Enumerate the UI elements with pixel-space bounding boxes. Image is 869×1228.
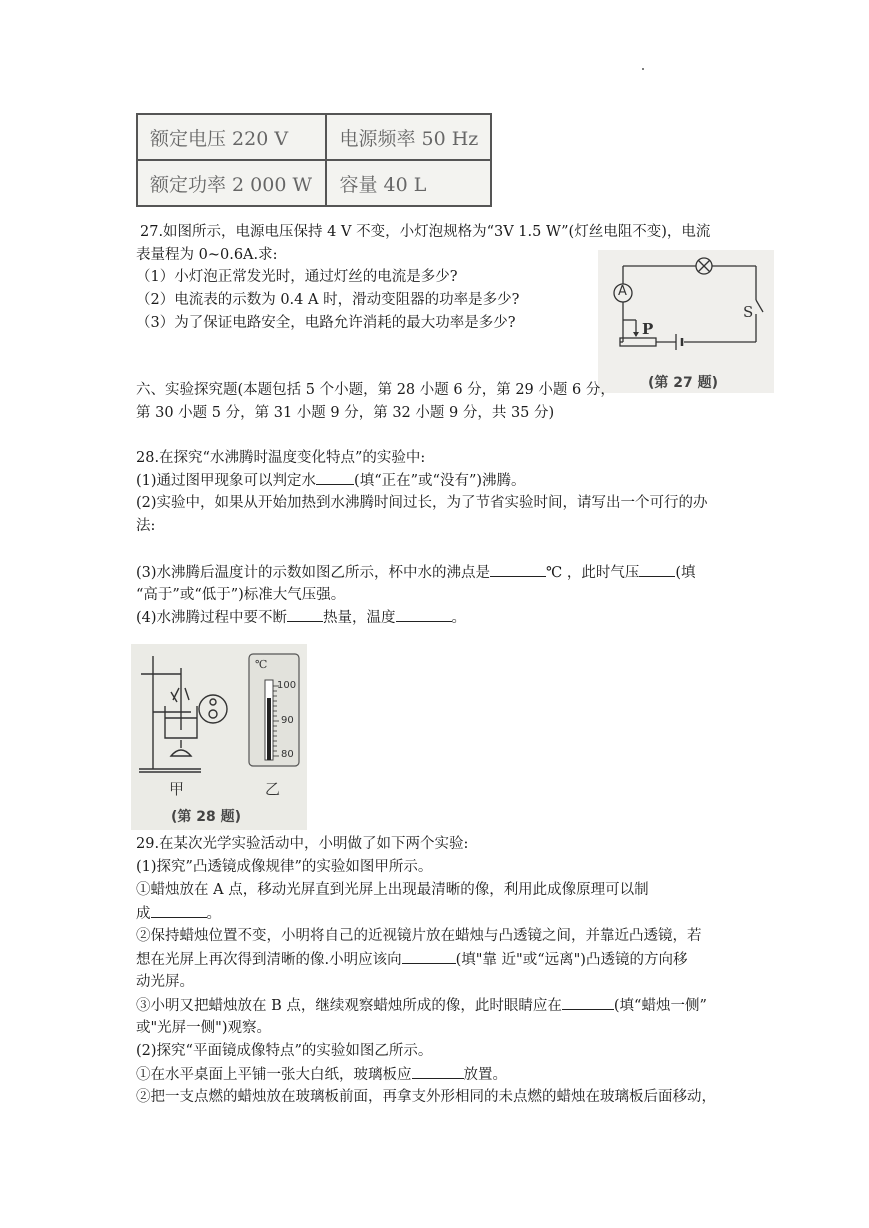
frequency-cell: 电源频率 50 Hz [326, 114, 491, 160]
q28-part3-line1 [136, 562, 696, 583]
q29-part2-1-text-b: 放置。 [463, 1067, 507, 1083]
table-row [137, 160, 491, 206]
q28-part2-line2: 法: [136, 518, 156, 534]
q29-part1-3-text-a: ③小明又把蜡烛放在 B 点，继续观察蜡烛所成的像，此时眼睛应在 [136, 998, 562, 1014]
q29-part1: (1)探究”凸透镜成像规律”的实验如图甲所示。 [136, 859, 433, 875]
q28-part3-text-a: (3)水沸腾后温度计的示数如图乙所示，杯中水的沸点是 [136, 565, 491, 581]
table-row [137, 114, 491, 160]
switch-label: S [743, 303, 754, 321]
answer-blank[interactable] [412, 1064, 464, 1079]
label-yi: 乙 [265, 780, 281, 798]
q27-line1: 27.如图所示，电源电压保持 4 V 不变，小灯泡规格为“3V 1.5 W”(灯丝电阻不变)，电流 [140, 224, 711, 240]
q28-part4 [136, 607, 466, 628]
tick-label-100: 100 [277, 680, 297, 691]
q28-part2-line1: (2)实验中，如果从开始加热到水沸腾时间过长，为了节省实验时间，请写出一个可行的办 [136, 495, 708, 511]
q28-part4-text-b: 热量，温度 [323, 610, 396, 626]
answer-blank[interactable] [151, 903, 207, 918]
slider-label: P [642, 320, 654, 338]
rated-power-cell: 额定功率 2 000 W [137, 160, 326, 206]
q28-part1-text-a: (1)通过图甲现象可以判定水 [136, 473, 317, 489]
q27-sub2: （2）电流表的示数为 0.4 A 时，滑动变阻器的功率是多少? [136, 292, 520, 308]
q28-part4-text-a: (4)水沸腾过程中要不断 [136, 610, 288, 626]
thermometer-unit: ℃ [255, 658, 268, 671]
ammeter-label: A [618, 284, 627, 299]
q29-part1-3-line2: 或"光屏一侧")观察。 [136, 1020, 271, 1036]
q28-part3-text-b: ℃ ，此时气压 [546, 565, 640, 581]
answer-blank[interactable] [402, 949, 456, 964]
q28-part4-text-c: 。 [451, 610, 467, 626]
answer-blank[interactable] [490, 562, 546, 577]
boiling-figure-28 [131, 644, 307, 830]
q29-part1-2-text-b: 想在光屏上再次得到清晰的像.小明应该向 [136, 952, 402, 968]
q29-part1-2-text-c: (填"靠 近"或“远离")凸透镜的方向移 [455, 952, 688, 968]
capacity-cell: 容量 40 L [326, 160, 491, 206]
section6-line1: 六、实验探究题(本题包括 5 个小题，第 28 小题 6 分，第 29 小题 6 分， [136, 382, 615, 398]
figure-28-caption: (第 28 题) [171, 809, 242, 825]
circuit-figure-27 [598, 250, 774, 393]
q29-part2: (2)探究“平面镜成像特点”的实验如图乙所示。 [136, 1043, 433, 1059]
q29-title: 29.在某次光学实验活动中，小明做了如下两个实验: [136, 836, 469, 852]
q28-title: 28.在探究“水沸腾时温度变化特点”的实验中: [136, 450, 426, 466]
q29-part1-1-text-b: 成 [136, 906, 151, 922]
rated-voltage-cell: 额定电压 220 V [137, 114, 326, 160]
q29-part1-2-line1: ②保持蜡烛位置不变，小明将自己的近视镜片放在蜡烛与凸透镜之间，并靠近凸透镜，若 [136, 928, 702, 944]
q27-line2: 表量程为 0~0.6A.求: [136, 247, 278, 263]
spec-table [136, 113, 492, 207]
q28-part3-line2: “高于”或“低于”)标准大气压强。 [136, 587, 346, 603]
q29-part1-3-line1 [136, 995, 707, 1016]
q29-part2-1 [136, 1064, 507, 1085]
q29-part2-2: ②把一支点燃的蜡烛放在玻璃板前面，再拿支外形相同的未点燃的蜡烛在玻璃板后面移动， [136, 1089, 716, 1105]
answer-blank[interactable] [287, 607, 323, 622]
q28-part1 [136, 470, 526, 491]
q27-sub1: （1）小灯泡正常发光时，通过灯丝的电流是多少? [136, 269, 458, 285]
scan-dot [642, 68, 644, 70]
label-jia: 甲 [169, 780, 185, 798]
q29-part1-1-text-c: 。 [206, 906, 221, 922]
q28-part1-text-b: (填“正在”或“没有”)沸腾。 [354, 473, 526, 489]
answer-blank[interactable] [562, 995, 614, 1010]
answer-blank[interactable] [639, 562, 675, 577]
tick-label-90: 90 [281, 715, 294, 726]
q29-part1-1-line2 [136, 903, 221, 924]
q27-sub3: （3）为了保证电路安全，电路允许消耗的最大功率是多少? [136, 315, 516, 331]
q29-part2-1-text-a: ①在水平桌面上平铺一张大白纸，玻璃板应 [136, 1067, 412, 1083]
answer-blank[interactable] [316, 470, 354, 485]
tick-label-80: 80 [281, 749, 294, 760]
q29-part1-3-text-b: (填“蜡烛一侧” [613, 998, 707, 1014]
q28-part3-text-c: (填 [675, 565, 696, 581]
figure-27-caption: (第 27 题) [648, 375, 719, 391]
answer-blank[interactable] [396, 607, 452, 622]
section6-line2: 第 30 小题 5 分，第 31 小题 9 分，第 32 小题 9 分，共 35 分) [136, 405, 555, 421]
q29-part1-1-line1: ①蜡烛放在 A 点，移动光屏直到光屏上出现最清晰的像，利用此成像原理可以制 [136, 882, 649, 898]
q29-part1-2-line2 [136, 949, 687, 970]
q29-part1-2-line3: 动光屏。 [136, 974, 194, 990]
